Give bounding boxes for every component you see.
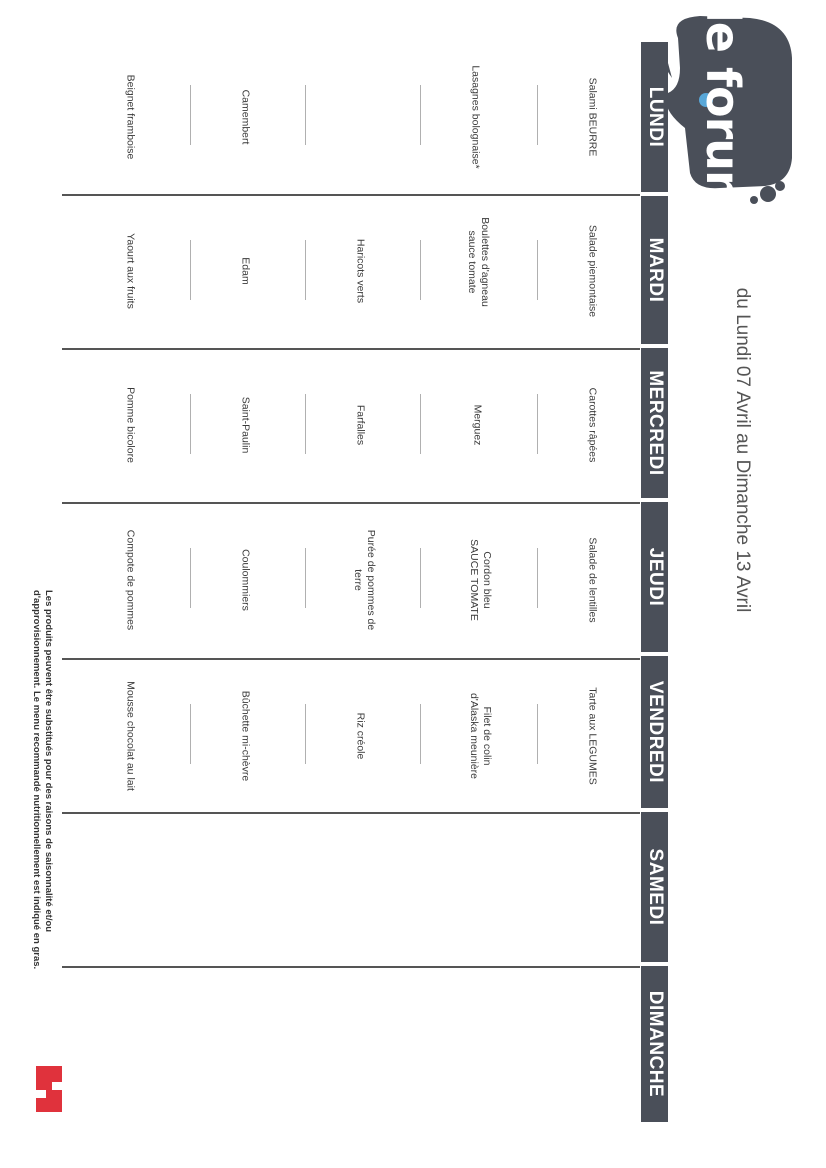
day-header-samedi: SAMEDI	[641, 812, 668, 962]
day-header-lundi: LUNDI	[641, 42, 668, 192]
day-separator	[62, 348, 640, 350]
lundi-plat: Lasagnes bolognaise*	[469, 65, 482, 169]
day-header-mardi: MARDI	[641, 196, 668, 344]
brand-logo	[28, 1060, 66, 1118]
mardi-accompagnement: Haricots verts	[354, 238, 367, 304]
vendredi-entree: Tarte aux LEGUMES	[586, 687, 599, 785]
day-header-vendredi: VENDREDI	[641, 656, 668, 808]
footnote: Les produits peuvent être substitués pour des raisons de saisonnalité et/ou d'approvisionnement. Le menu recommandé nutritionnellement est indiqué en gras.	[31, 590, 54, 970]
logo-text: le forum	[696, 7, 750, 217]
mardi-plat: Boulettes d'agneau sauce tomate	[466, 217, 491, 307]
jeudi-dessert: Compote de pommes	[124, 529, 137, 631]
day-separator	[62, 812, 640, 814]
mercredi-dessert: Pomme bicolore	[124, 387, 137, 463]
vendredi-fromage: Bûchette mi-chèvre	[239, 690, 252, 782]
day-header-dimanche: DIMANCHE	[641, 966, 668, 1122]
jeudi-entree: Salade de lentilles	[586, 537, 599, 623]
lundi-dessert: Beignet framboise	[124, 74, 137, 160]
day-separator	[62, 502, 640, 504]
mardi-fromage: Edam	[239, 257, 252, 285]
le-forum-logo	[650, 7, 800, 217]
mercredi-entree: Carottes râpées	[586, 387, 599, 463]
day-header-mercredi: MERCREDI	[641, 348, 668, 498]
mardi-dessert: Yaourt aux fruits	[124, 233, 137, 309]
vendredi-accompagnement: Riz créole	[354, 712, 367, 760]
mercredi-accompagnement: Farfalles	[354, 404, 367, 446]
jeudi-fromage: Coulommiers	[239, 549, 252, 611]
vendredi-plat: Filet de colin d'Alaska meunière	[468, 692, 493, 780]
jeudi-plat: Cordon bleu SAUCE TOMATE	[468, 539, 493, 621]
mardi-entree: Salade piemontaise	[586, 224, 599, 318]
vendredi-dessert: Mousse chocolat au lait	[124, 681, 137, 791]
day-header-jeudi: JEUDI	[641, 502, 668, 652]
lundi-entree: Salami BEURRE	[586, 77, 599, 157]
day-separator	[62, 658, 640, 660]
mercredi-fromage: Saint-Paulin	[239, 396, 252, 454]
date-range-subtitle: du Lundi 07 Avril au Dimanche 13 Avril	[732, 287, 753, 613]
day-separator	[62, 194, 640, 196]
lundi-fromage: Camembert	[239, 89, 252, 145]
jeudi-accompagnement: Purée de pommes de terre	[352, 529, 377, 631]
day-separator	[62, 966, 640, 968]
mercredi-plat: Merguez	[471, 404, 484, 446]
